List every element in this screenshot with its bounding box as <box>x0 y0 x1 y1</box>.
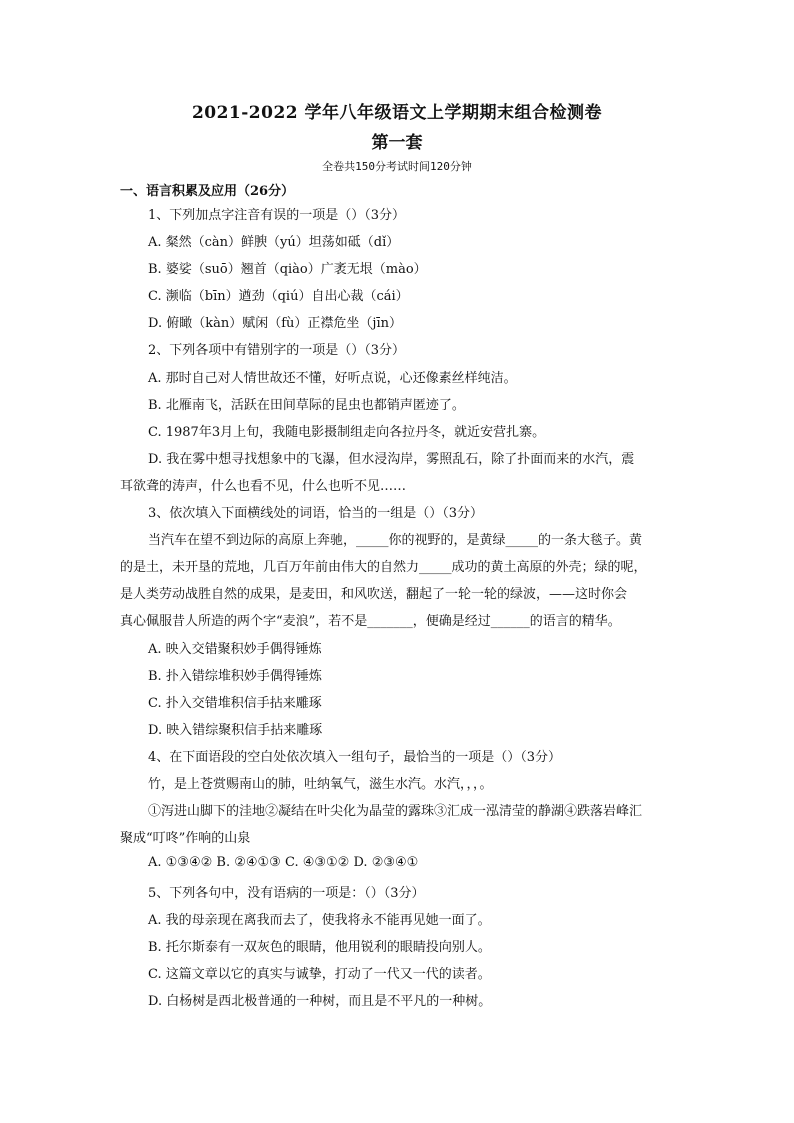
question-2-option-d: D. 我在雾中想寻找想象中的飞瀑，但水浸沟岸，雾照乱石，除了扑面而来的水汽，震 <box>148 452 635 467</box>
question-3-passage-line: 当汽车在望不到边际的高原上奔驰，_____你的视野的，是黄绿_____的一条大毯子。黄 <box>148 533 643 548</box>
question-4-choices-line: 聚成“叮咚”作响的山泉 <box>120 831 251 846</box>
question-2-option-b: B. 北雁南飞，活跃在田间草际的昆虫也都销声匿迹了。 <box>148 398 465 413</box>
question-2-option-a: A. 那时自己对人情世故还不懂，好听点说，心还像素丝样纯洁。 <box>148 371 517 386</box>
question-3-option-b: B. 扑入错综堆积妙手偶得锤炼 <box>148 669 322 684</box>
question-5-option-b: B. 托尔斯泰有一双灰色的眼睛，他用锐利的眼睛投向别人。 <box>148 940 491 955</box>
question-1-option-d: D. 俯瞰（kàn）赋闲（fù）正襟危坐（jīn） <box>148 316 402 331</box>
question-5-option-c: C. 这篇文章以它的真实与诚挚，打动了一代又一代的读者。 <box>148 967 491 982</box>
question-3-option-c: C. 扑入交错堆积信手拈来雕琢 <box>148 696 322 711</box>
exam-subtitle: 第一套 <box>371 133 423 153</box>
question-5-option-d: D. 白杨树是西北极普通的一种树，而且是不平凡的一种树。 <box>148 994 492 1009</box>
question-1-option-c: C. 濒临（bīn）遒劲（qiú）自出心裁（cái） <box>148 289 409 304</box>
exam-meta: 全卷共150分考试时间120分钟 <box>322 160 472 173</box>
question-3-passage-line: 是人类劳动战胜自然的成果，是麦田，和风吹送，翻起了一轮一轮的绿波，——这时你会 <box>120 587 628 602</box>
question-4-stem: 4、在下面语段的空白处依次填入一组句子，最恰当的一项是（）（3分） <box>148 750 562 765</box>
question-4-passage: 竹，是上苍赏赐南山的肺，吐纳氧气，滋生水汽。水汽，，，。 <box>148 777 493 792</box>
question-2-option-d-continued: 耳欲聋的涛声，什么也看不见，什么也听不见…… <box>120 479 407 494</box>
question-1-option-b: B. 婆娑（suō）翘首（qiào）广袤无垠（mào） <box>148 262 427 277</box>
question-2-option-c: C. 1987年3月上旬，我随电影摄制组走向各拉丹冬，就近安营扎寨。 <box>148 425 546 440</box>
question-3-passage-line: 真心佩服昔人所造的两个字“麦浪”，若不是_______，便确是经过______的语言的精华。 <box>120 614 621 629</box>
section-heading: 一、语言积累及应用（26分） <box>120 184 295 199</box>
question-3-stem: 3、依次填入下面横线处的词语，恰当的一组是（）（3分） <box>148 506 484 521</box>
question-5-stem: 5、下列各句中，没有语病的一项是：（）（3分） <box>148 886 425 901</box>
question-3-option-d: D. 映入错综聚积信手拈来雕琢 <box>148 723 323 738</box>
question-3-passage-line: 的是土，未开垦的荒地，几百万年前由伟大的自然力_____成功的黄土高原的外壳；绿的呢， <box>120 560 647 575</box>
question-5-option-a: A. 我的母亲现在离我而去了，使我将永不能再见她一面了。 <box>148 913 491 928</box>
question-2-stem: 2、下列各项中有错别字的一项是（）（3分） <box>148 343 406 358</box>
exam-title: 2021-2022 学年八年级语文上学期期末组合检测卷 <box>191 103 603 123</box>
question-4-choices-line: ①泻进山脚下的洼地②凝结在叶尖化为晶莹的露珠③汇成一泓清莹的静湖④跌落岩峰汇 <box>148 804 643 819</box>
question-4-answer-options: A. ①③④② B. ②④①③ C. ④③①② D. ②③④① <box>148 855 419 870</box>
question-3-option-a: A. 映入交错聚积妙手偶得锤炼 <box>148 642 322 657</box>
question-1-stem: 1、下列加点字注音有误的一项是（）（3分） <box>148 208 406 223</box>
question-1-option-a: A. 粲然（càn）鲜腴（yú）坦荡如砥（dǐ） <box>148 235 400 250</box>
